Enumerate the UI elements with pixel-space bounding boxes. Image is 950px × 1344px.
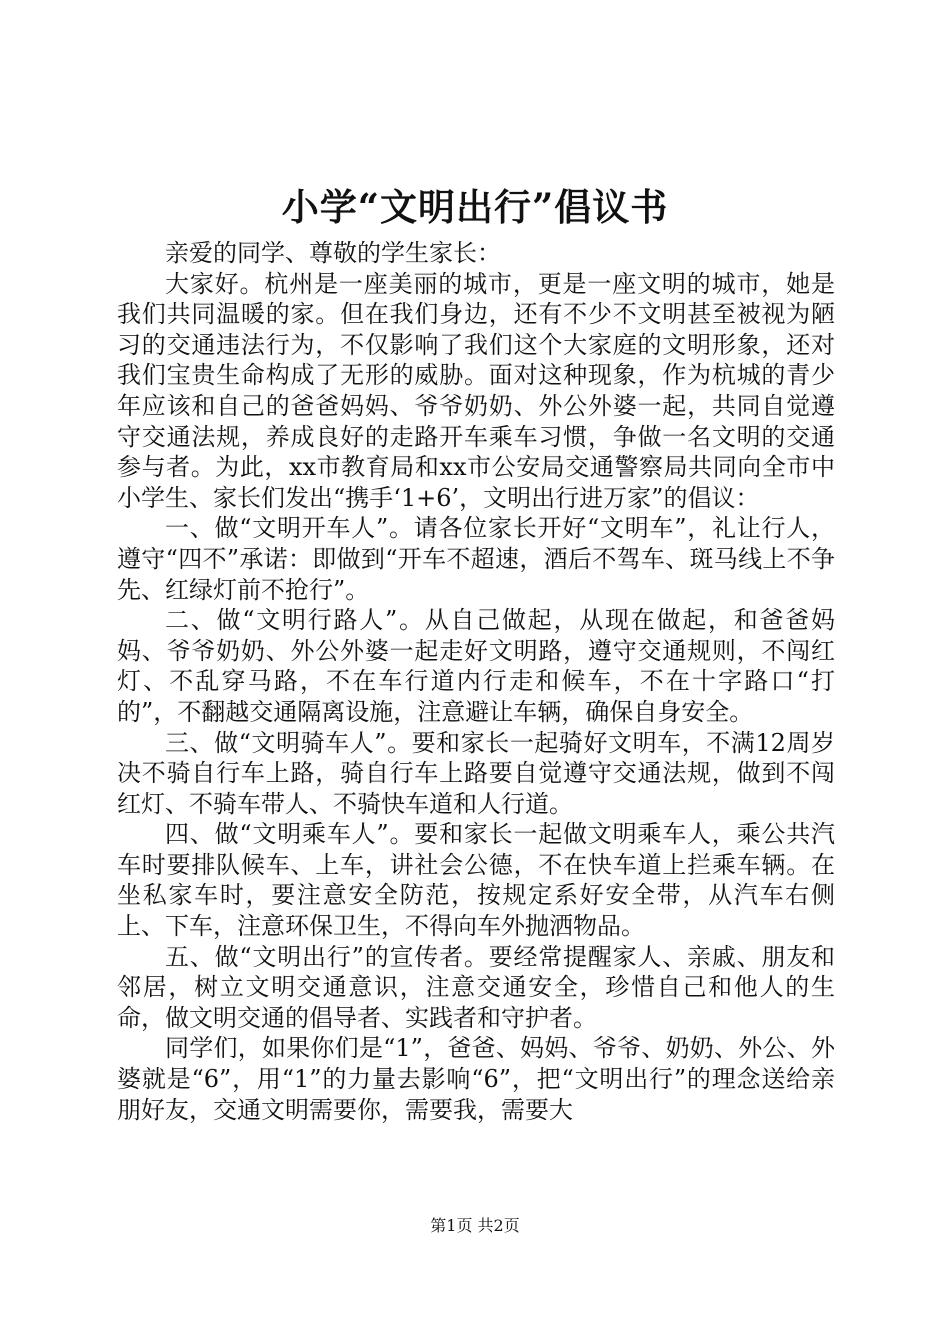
intro-paragraph: 大家好。杭州是一座美丽的城市，更是一座文明的城市，她是我们共同温暖的家。但在我们身边，还有不少不文明甚至被视为陋习的交通违法行为，不仅影响了我们这个大家庭的文明形象，还对我们宝贵生命构成了无形的威胁。面对这种现象，作为杭城的青少年应该和自己的爸爸妈妈、爷爷奶奶、外公外婆一起，共同自觉遵守交通法规，养成良好的走路开车乘车习惯，争做一名文明的交通参与者。为此，xx市教育局和xx市公安局交通警察局共同向全市中小学生、家长们发出“携手‘1+6’，文明出行进万家”的倡议： <box>117 269 835 512</box>
proposal-item-4: 四、做“文明乘车人”。要和家长一起做文明乘车人，乘公共汽车时要排队候车、上车，讲社会公德，不在快车道上拦乘车辆。在坐私家车时，要注意安全防范，按规定系好安全带，从汽车右侧上、下车，注意环保卫生，不得向车外抛洒物品。 <box>117 820 835 941</box>
proposal-item-5: 五、做“文明出行”的宣传者。要经常提醒家人、亲戚、朋友和邻居，树立文明交通意识，注意交通安全，珍惜自己和他人的生命，做文明交通的倡导者、实践者和守护者。 <box>117 942 835 1032</box>
closing-paragraph: 同学们，如果你们是“1”，爸爸、妈妈、爷爷、奶奶、外公、外婆就是“6”，用“1”的力量去影响“6”，把“文明出行”的理念送给亲朋好友，交通文明需要你，需要我，需要大 <box>117 1034 835 1124</box>
proposal-item-2: 二、做“文明行路人”。从自己做起，从现在做起，和爸爸妈妈、爷爷奶奶、外公外婆一起走好文明路，遵守交通规则，不闯红灯、不乱穿马路，不在车行道内行走和候车，不在十字路口“打的”，不翻越交通隔离设施，注意避让车辆，确保自身安全。 <box>117 606 835 726</box>
document-body <box>117 238 835 1125</box>
document-title: 小学“文明出行”倡议书 <box>281 185 669 229</box>
page-number-footer: 第1页 共2页 <box>430 1216 520 1235</box>
proposal-item-1: 一、做“文明开车人”。请各位家长开好“文明车”，礼让行人，遵守“四不”承诺：即做到“开车不超速，酒后不驾车、斑马线上不争先、红绿灯前不抢行”。 <box>117 514 835 604</box>
proposal-item-3: 三、做“文明骑车人”。要和家长一起骑好文明车，不满12周岁决不骑自行车上路，骑自行车上路要自觉遵守交通法规，做到不闯红灯、不骑车带人、不骑快车道和人行道。 <box>117 728 835 818</box>
salutation-paragraph: 亲爱的同学、尊敬的学生家长： <box>165 239 501 267</box>
